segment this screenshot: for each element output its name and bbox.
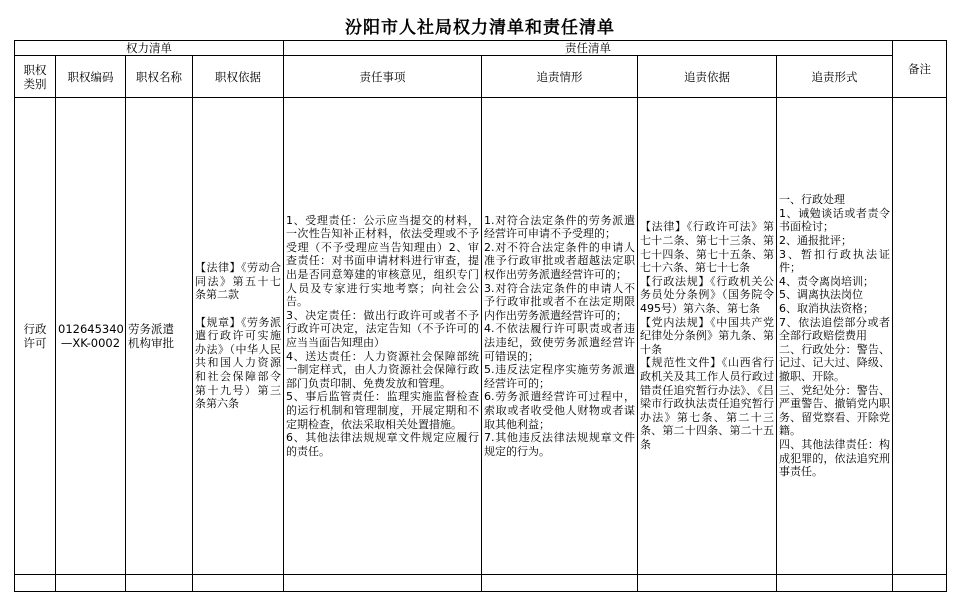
cell-code: 012645340 —XK-0002: [56, 98, 126, 575]
header-accountability: 追责情形: [482, 56, 638, 98]
section-power-list: 权力清单: [15, 41, 284, 56]
section-responsibility-list: 责任清单: [284, 41, 893, 56]
header-remarks: 备注: [893, 41, 947, 98]
table-row: [15, 98, 947, 575]
header-accountability-form: 追责形式: [777, 56, 893, 98]
header-category: 职权 类别: [15, 56, 56, 98]
cell-accountability-basis: 【法律】《行政许可法》第七十二条、第七十三条、第七十四条、第七十五条、第七十六条、第七十七条 【行政法规】《行政机关公务员处分条例》（国务院令495号）第六条、第七条 【党内法规】《中国共产党纪律处分条例》第九条、第十条 【规范性文件】《山西省行政机关及其工作人员行政过错责任追究暂行办法》、《吕梁市行政执法责任追究暂行办法》第七条、第二十三条、第二十四条、第二十五条: [638, 98, 777, 575]
header-duty: 责任事项: [284, 56, 482, 98]
header-accountability-basis: 追责依据: [638, 56, 777, 98]
cell-basis: 【法律】《劳动合同法》第五十七条第二款 【规章】《劳务派遣行政许可实施办法》（中华人民共和国人力资源和社会保障部令第十九号）第三条第六条: [193, 98, 284, 575]
cell-category: 行政 许可: [15, 98, 56, 575]
power-responsibility-table: [14, 40, 947, 592]
header-basis: 职权依据: [193, 56, 284, 98]
cell-accountability-form: 一、行政处理 1、诫勉谈话或者责令书面检讨； 2、通报批评； 3、暂扣行政执法证件； 4、责令离岗培训； 5、调离执法岗位 6、取消执法资格； 7、依法追偿部分或者全部行政赔偿费用 二、行政处分：警告、记过、记大过、降级、撤职、开除。 三、党纪处分：警告、严重警告、撤销党内职务、留党察看、开除党籍。 四、其他法律责任：构成犯罪的，依法追究刑事责任。: [777, 98, 893, 575]
cell-duty: 1、受理责任：公示应当提交的材料，一次性告知补正材料，依法受理或不予受理（不予受理应当告知理由）2、审查责任：对书面申请材料进行审查，提出是否同意筹建的审核意见，组织专门人员及专家进行实地考察；向社会公告。 3、决定责任：做出行政许可或者不予行政许可决定，法定告知（不予许可的应当当面告知理由） 4、送达责任：人力资源社会保障部统一制定样式，由人力资源社会保障行政部门负责印制、免费发放和管理。 5、事后监管责任：监理实施监督检查的运行机制和管理制度，开展定期和不定期检查，依法采取相关处置措施。 6、其他法律法规规章文件规定应履行的责任。: [284, 98, 482, 575]
header-code: 职权编码: [56, 56, 126, 98]
cell-accountability: 1.对符合法定条件的劳务派遣经营许可申请不予受理的； 2.对不符合法定条件的申请人准予行政审批或者超越法定职权作出劳务派遣经营许可的； 3.对符合法定条件的申请人不予行政审批或者不在法定期限内作出劳务派遣经营许可的； 4.不依法履行许可职责或者违法违纪，致使劳务派遣经营许可错误的； 5.违反法定程序实施劳务派遣经营许可的； 6.劳务派遣经营许可过程中，索取或者收受他人财物或者谋取其他利益； 7.其他违反法律法规规章文件规定的行为。: [482, 98, 638, 575]
empty-row: [15, 575, 947, 592]
document-sheet: [14, 14, 946, 602]
header-name: 职权名称: [126, 56, 193, 98]
document-title: 汾阳市人社局权力清单和责任清单: [345, 18, 615, 38]
cell-remarks: [893, 98, 947, 575]
cell-name: 劳务派遣 机构审批: [126, 98, 193, 575]
